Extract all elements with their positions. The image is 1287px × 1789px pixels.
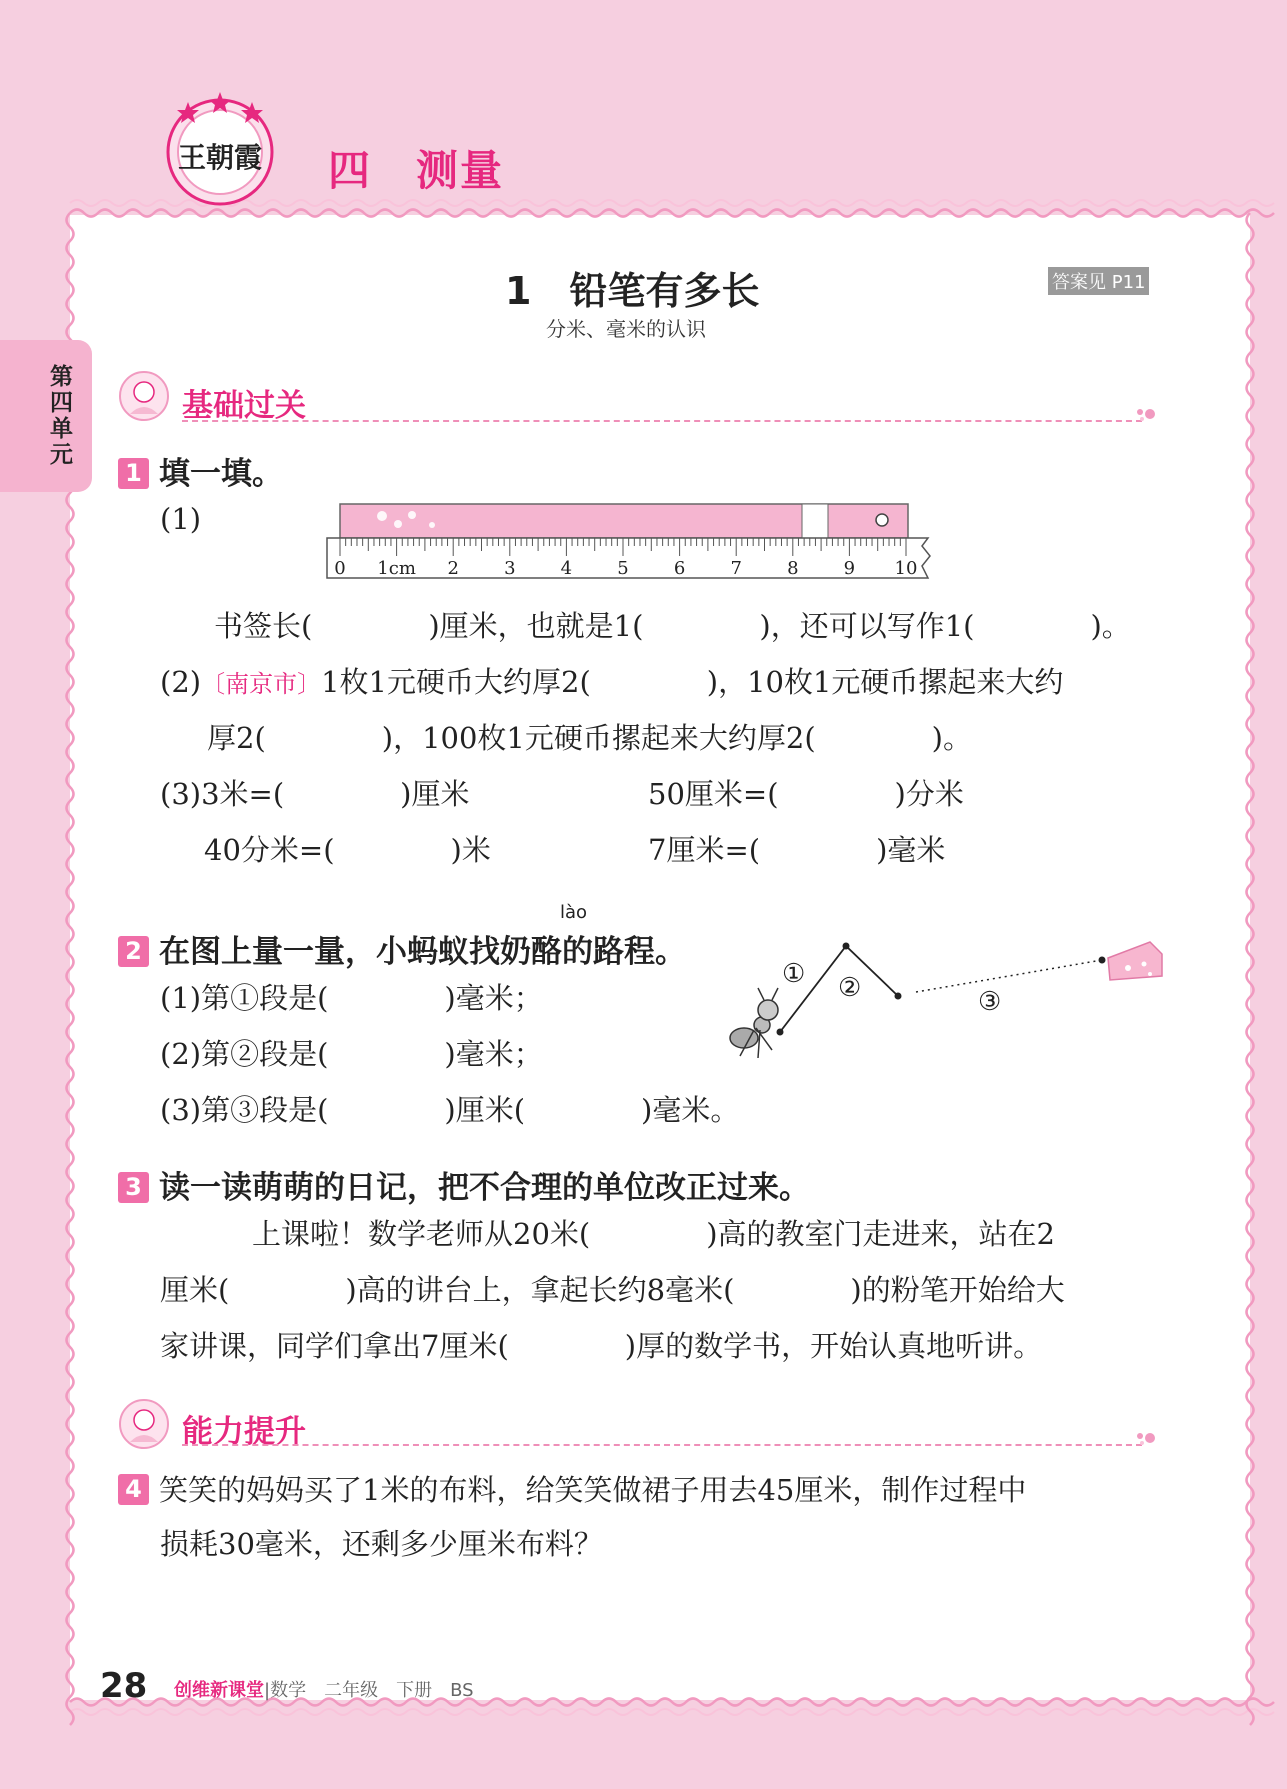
q1-part2-text: 1枚1元硬币大约厚2( )，10枚1元硬币摞起来大约	[321, 665, 1064, 699]
q4-number-badge: 4	[118, 1474, 149, 1505]
q2-number-badge: 2	[118, 936, 149, 967]
q2-pinyin: lào	[560, 902, 588, 923]
q1-part3-c: 40分米=( )米	[204, 833, 491, 867]
q3-diary-line3: 家讲课，同学们拿出7厘米( )厚的数学书，开始认真地听讲。	[160, 1329, 1043, 1363]
cheese-icon	[1108, 942, 1162, 980]
q3-title: 读一读萌萌的日记，把不合理的单位改正过来。	[159, 1170, 810, 1206]
brand-logo	[160, 88, 280, 208]
q2-title: 在图上量一量，小蚂蚁找奶酪的路程。	[159, 934, 686, 970]
ruler-label: 2	[447, 558, 459, 579]
section-basic-divider	[182, 420, 1142, 422]
section-basic-icon	[118, 370, 170, 426]
q1-title: 填一填。	[159, 456, 283, 492]
q2-part-b: (2)第②段是( )毫米；	[160, 1037, 543, 1071]
q4-line1	[118, 1474, 1026, 1505]
ant-icon	[730, 988, 778, 1058]
section-basic-title: 基础过关	[182, 388, 306, 424]
answer-reference-badge: 答案见 P11	[1048, 267, 1149, 295]
lesson-subtitle: 分米、毫米的认识	[546, 317, 706, 341]
footer-info	[174, 1676, 474, 1702]
footer-book-info: 数学 二年级 下册 BS	[270, 1680, 474, 1701]
segment-label-1: ①	[782, 959, 806, 989]
ant-path-figure	[710, 930, 1170, 1070]
q4-line2: 损耗30毫米，还剩多少厘米布料？	[160, 1527, 603, 1561]
footer-series: 创维新课堂	[174, 1680, 264, 1701]
q1-part1-label: (1)	[160, 502, 202, 536]
ruler-label: 3	[504, 558, 516, 579]
q1-part2-line2: 厚2( )，100枚1元硬币摞起来大约厚2( )。	[207, 721, 972, 755]
q3-number-badge: 3	[118, 1172, 149, 1203]
q1-part3-a: (3)3米=( )厘米	[160, 777, 470, 811]
q1-part2-line1	[160, 665, 1064, 699]
q1-number-badge: 1	[118, 458, 149, 489]
page-number: 28	[100, 1666, 148, 1706]
section-advanced-title: 能力提升	[182, 1414, 306, 1450]
lesson-title: 1 铅笔有多长	[505, 269, 760, 313]
ruler-figure	[322, 498, 942, 592]
q3-diary-line2: 厘米( )高的讲台上，拿起长约8毫米( )的粉笔开始给大	[160, 1273, 1065, 1307]
ruler-label: 5	[617, 558, 629, 579]
q2-part-a: (1)第①段是( )毫米；	[160, 981, 543, 1015]
ruler-label: 10	[894, 558, 918, 579]
q4-text-line1: 笑笑的妈妈买了1米的布料，给笑笑做裙子用去45厘米，制作过程中	[159, 1473, 1027, 1507]
ruler-label: 1cm	[377, 558, 416, 579]
ruler-label: 4	[560, 558, 573, 579]
section-advanced-icon	[118, 1398, 170, 1454]
unit-side-tab-label: 第四单元	[50, 364, 73, 468]
q1-heading	[118, 448, 283, 493]
divider-dots-icon	[1132, 1426, 1162, 1450]
q1-part1-text: 书签长( )厘米，也就是1( )，还可以写作1( )。	[214, 609, 1131, 643]
segment-label-2: ②	[838, 973, 862, 1003]
ruler-label: 6	[673, 558, 686, 579]
segment-label-3: ③	[978, 987, 1002, 1017]
ruler-label: 8	[787, 558, 799, 579]
chapter-title: 四 测量	[328, 146, 505, 195]
q1-part2-region-tag: 〔南京市〕	[201, 670, 322, 698]
divider-dots-icon	[1132, 402, 1162, 426]
footer-separator: |	[264, 1680, 271, 1701]
q3-heading	[118, 1162, 810, 1207]
logo-text: 王朝霞	[177, 141, 262, 174]
q2-part-c: (3)第③段是( )厘米( )毫米。	[160, 1093, 740, 1127]
ruler-label: 7	[730, 558, 742, 579]
section-advanced-divider	[182, 1444, 1142, 1446]
q1-part2-prefix: (2)	[160, 665, 202, 699]
q3-diary-line1: 上课啦！数学老师从20米( )高的教室门走进来，站在2	[252, 1217, 1055, 1251]
unit-side-tab	[0, 340, 92, 492]
ruler-label: 0	[334, 558, 346, 579]
q2-heading	[118, 926, 686, 971]
q1-part3-d: 7厘米=( )毫米	[648, 833, 946, 867]
ruler-label: 9	[843, 558, 856, 579]
q1-part3-b: 50厘米=( )分米	[648, 777, 964, 811]
